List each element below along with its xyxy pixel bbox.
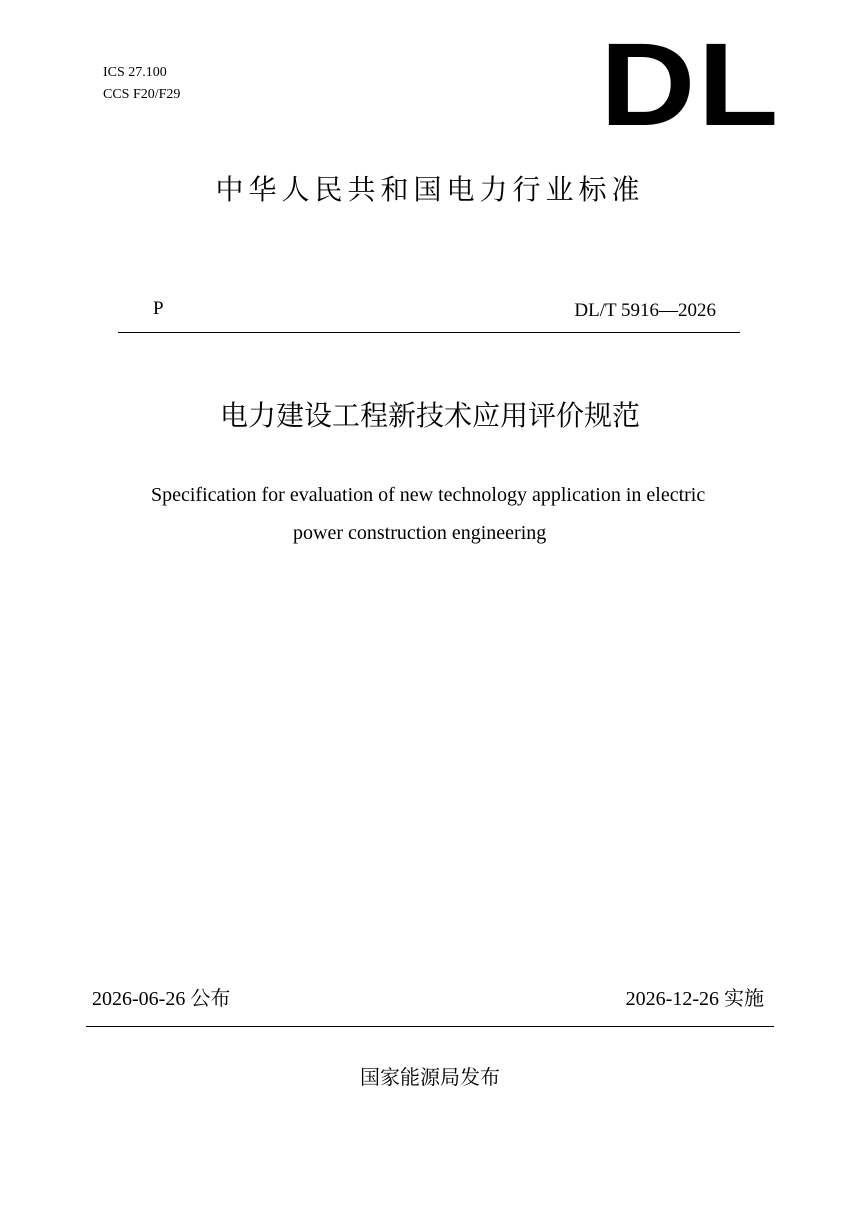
dl-logo: DL [600,19,781,151]
issuing-authority: 国家能源局发布 [360,1065,500,1089]
classification-letter: P [153,298,164,319]
standard-type-heading: 中华人民共和国电力行业标准 [215,173,645,206]
english-title-line-1: Specification for evaluation of new technology application in electric [151,484,706,506]
ccs-code: CCS F20/F29 [103,87,181,102]
english-title-line-2: power construction engineering [293,522,547,544]
bottom-divider [86,1026,774,1027]
top-divider [118,332,740,333]
standard-number: DL/T 5916—2026 [574,300,716,321]
publication-date: 2026-06-26 公布 [92,988,231,1010]
classification-codes [103,62,180,106]
chinese-title: 电力建设工程新技术应用评价规范 [219,399,640,432]
ics-code: ICS 27.100 [103,65,167,80]
implementation-date: 2026-12-26 实施 [625,988,764,1010]
